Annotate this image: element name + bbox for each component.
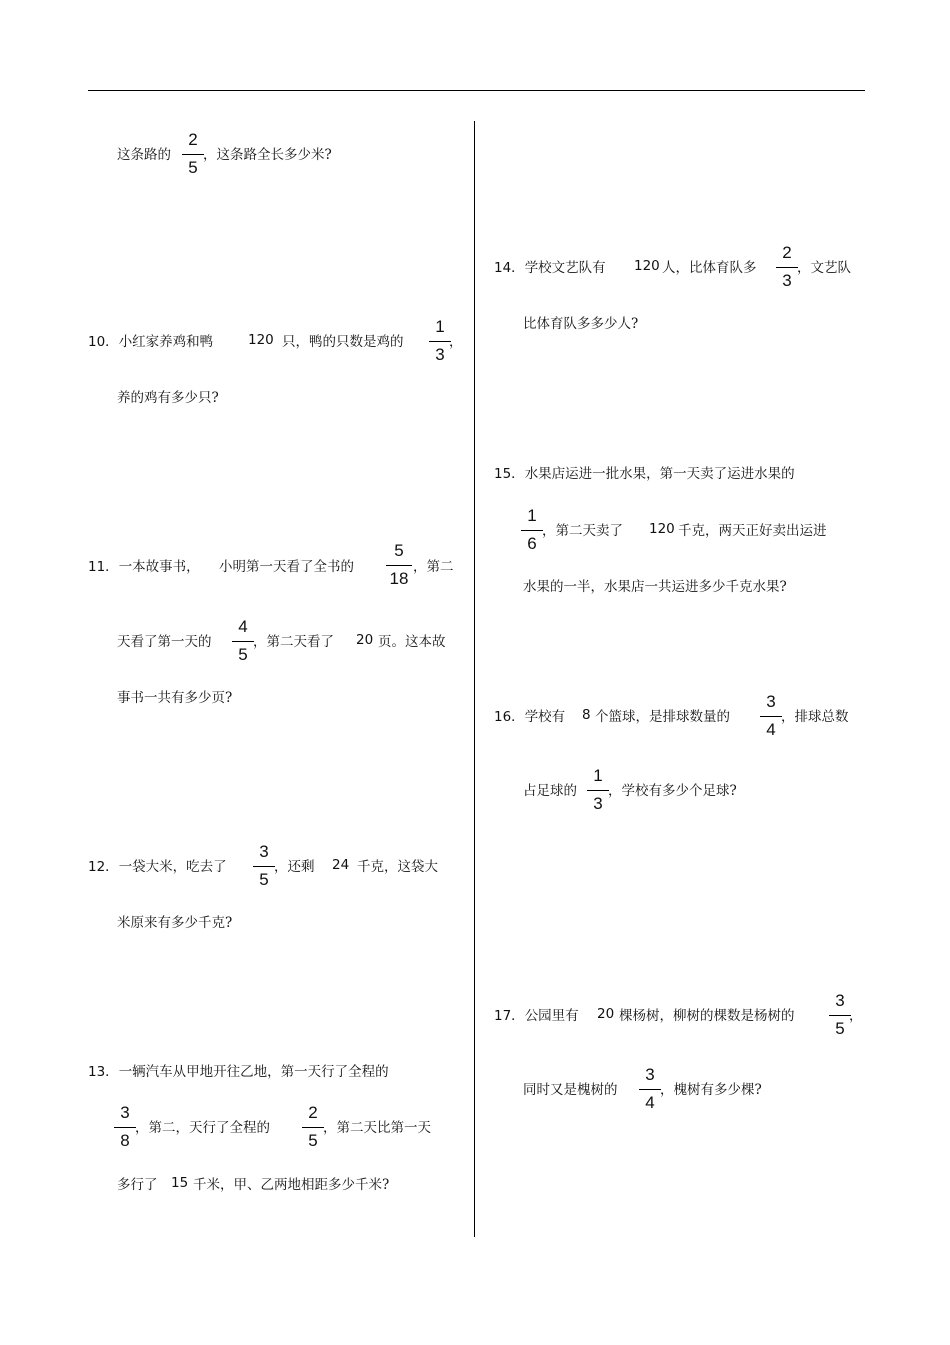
- q16-text-e: ，学校有多少个足球?: [608, 783, 737, 799]
- fraction-2-5: 2 5: [302, 1103, 324, 1151]
- column-divider: [474, 121, 475, 1237]
- q17-text-b: 棵杨树，柳树的棵数是杨树的: [619, 1008, 795, 1024]
- q11-text-c: ，第二: [413, 559, 454, 575]
- q12-text-b: ，还剩: [274, 859, 315, 875]
- q16-text-b: 个篮球，是排球数量的: [595, 709, 730, 725]
- question-number: 16．: [494, 709, 525, 725]
- q15-line-3: 水果的一半，水果店一共运进多少千克水果?: [523, 579, 787, 595]
- header-rule: [88, 90, 865, 91]
- q14-line-1: 14． 学校文艺队有: [494, 246, 606, 286]
- q16-text-d: 占足球的: [523, 783, 577, 799]
- fraction-2-5: 2 5: [182, 130, 204, 178]
- question-number: 11．: [88, 559, 119, 575]
- q16-number: 8: [582, 707, 591, 723]
- q9-line-1: 这条路的: [117, 147, 171, 163]
- q12-text-c: 千克，这袋大: [357, 859, 438, 875]
- q15-line-1: 15． 水果店运进一批水果，第一天卖了运进水果的: [494, 452, 795, 492]
- fraction-5-18: 5 18: [386, 541, 412, 589]
- question-number: 15．: [494, 466, 525, 482]
- question-number: 10．: [88, 334, 119, 350]
- q10-text-b: 只，鸭的只数是鸡的: [282, 334, 404, 350]
- question-number: 14．: [494, 260, 525, 276]
- q13-text-d: 多行了: [117, 1177, 158, 1193]
- q12-number: 24: [332, 857, 350, 873]
- q11-text-b: 小明第一天看了全书的: [219, 559, 354, 575]
- fraction-3-5: 3 5: [829, 991, 851, 1039]
- q16-line-1: 16． 学校有: [494, 695, 565, 735]
- q13-text-b: ，第二，天行了全程的: [135, 1120, 270, 1136]
- fraction-1-3: 1 3: [587, 766, 609, 814]
- fraction-1-3: 1 3: [429, 317, 451, 365]
- q17-line-1: 17． 公园里有: [494, 994, 579, 1034]
- q10-comma: ，: [449, 334, 463, 350]
- q16-text-c: ，排球总数: [781, 709, 849, 725]
- q9-line-1-end: ，这条路全长多少米?: [203, 147, 332, 163]
- q13-line-1: 13． 一辆汽车从甲地开往乙地，第一天行了全程的: [88, 1050, 389, 1090]
- q12-line-1: 12． 一袋大米，吃去了: [88, 845, 227, 885]
- fraction-1-6: 1 6: [521, 506, 543, 554]
- q11-line-3: 事书一共有多少页?: [117, 690, 233, 706]
- q11-line-2: 天看了第一天的: [117, 634, 212, 650]
- fraction-3-4: 3 4: [760, 692, 782, 740]
- fraction-3-8: 3 8: [114, 1103, 136, 1151]
- q14-text-c: ，文艺队: [797, 260, 851, 276]
- fraction-2-3: 2 3: [776, 243, 798, 291]
- q15-text-c: 千克，两天正好卖出运进: [678, 523, 827, 539]
- q13-number: 15: [171, 1175, 189, 1191]
- q11-text-e: ，第二天看了: [253, 634, 334, 650]
- q10-line-1: 10． 小红家养鸡和鸭: [88, 320, 213, 360]
- q12-line-2: 米原来有多少千克?: [117, 915, 233, 931]
- q17-text-d: ，槐树有多少棵?: [660, 1082, 762, 1098]
- question-number: 13．: [88, 1064, 119, 1080]
- q14-number: 120: [634, 258, 660, 274]
- question-number: 17．: [494, 1008, 525, 1024]
- q10-line-2: 养的鸡有多少只?: [117, 390, 219, 406]
- q13-text-e: 千米，甲、乙两地相距多少千米?: [193, 1177, 390, 1193]
- q11-text-f: 页。这本故: [378, 634, 446, 650]
- fraction-3-4: 3 4: [639, 1065, 661, 1113]
- q14-text-b: 人，比体育队多: [662, 260, 757, 276]
- question-number: 12．: [88, 859, 119, 875]
- q17-text-c: 同时又是槐树的: [523, 1082, 618, 1098]
- fraction-4-5: 4 5: [232, 617, 254, 665]
- q17-comma: ，: [849, 1008, 863, 1024]
- q15-text-b: ，第二天卖了: [542, 523, 623, 539]
- q14-line-2: 比体育队多多少人?: [523, 316, 639, 332]
- fraction-3-5: 3 5: [253, 842, 275, 890]
- q15-number: 120: [649, 521, 675, 537]
- q17-number: 20: [597, 1006, 615, 1022]
- q10-number: 120: [248, 332, 274, 348]
- q13-text-c: ，第二天比第一天: [323, 1120, 431, 1136]
- q11-line-1: 11． 一本故事书，: [88, 545, 200, 585]
- q11-number: 20: [356, 632, 374, 648]
